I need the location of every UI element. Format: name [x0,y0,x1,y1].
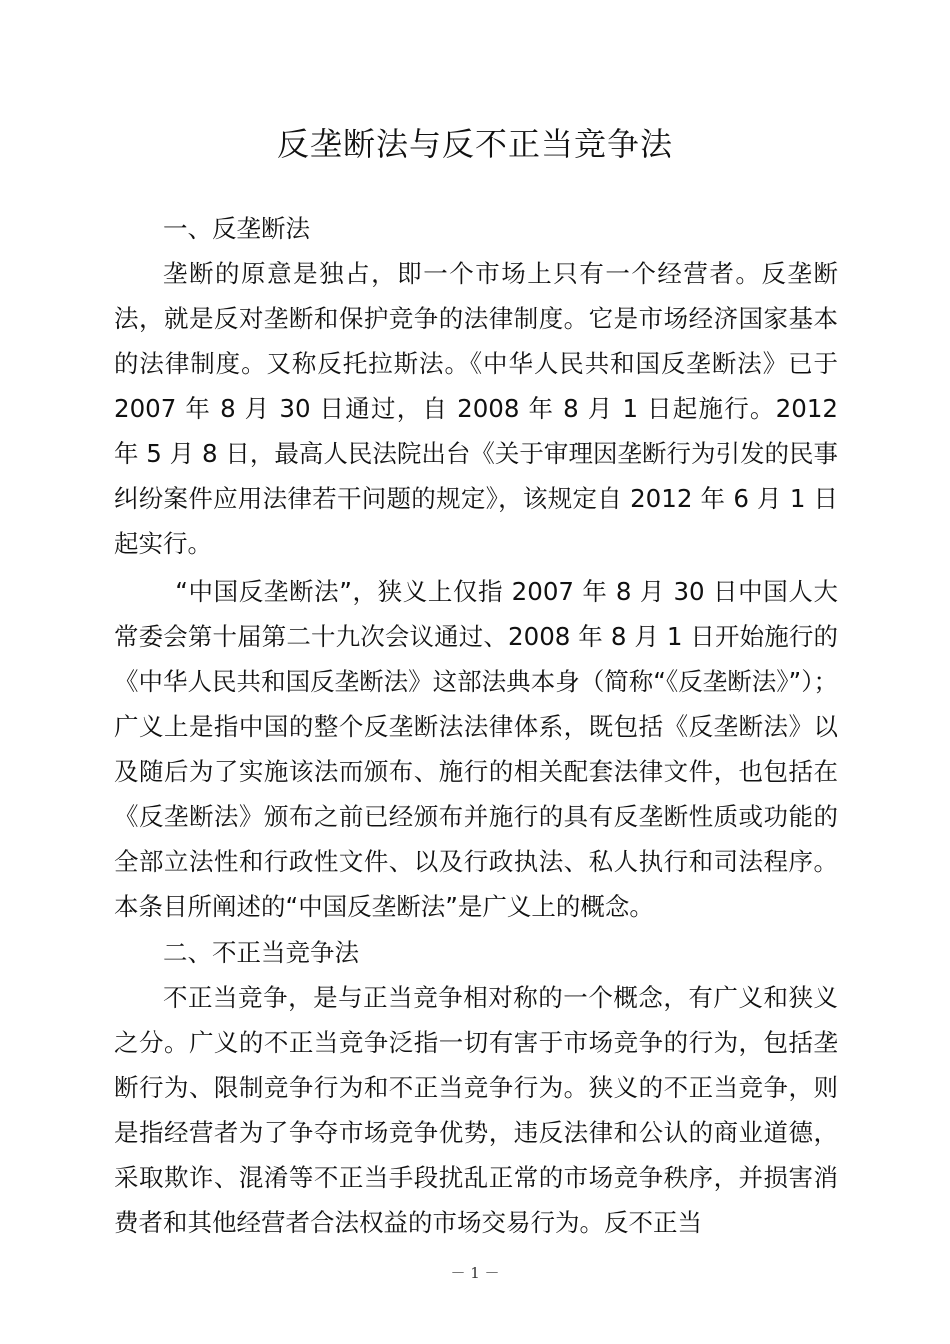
paragraph-china-antimonopoly-law: “中国反垄断法”，狭义上仅指 2007 年 8 月 30 日中国人大常委会第十届第二十九次会议通过、2008 年 8 月 1 日开始施行的《中华人民共和国反垄断法》这部法典本身（简称“《反垄断法》”）；广义上是指中国的整个反垄断法法律体系，既包括《反垄断法》以及随后为了实施该法而颁布、施行的相关配套法律文件，也包括在《反垄断法》颁布之前已经颁布并施行的具有反垄断性质或功能的全部立法性和行政性文件、以及行政执法、私人执行和司法程序。本条目所阐述的“中国反垄断法”是广义上的概念。 [114,577,838,921]
section-heading-unfair-competition: 二、不正当竞争法 [163,938,359,967]
document-title: 反垄断法与反不正当竞争法 [276,125,673,163]
paragraph-unfair-competition-definition: 不正当竞争，是与正当竞争相对称的一个概念，有广义和狭义之分。广义的不正当竞争泛指一切有害于市场竞争的行为，包括垄断行为、限制竞争行为和不正当竞争行为。狭义的不正当竞争，则是指经营者为了争夺市场竞争优势，违反法律和公认的商业道德，采取欺诈、混淆等不正当手段扰乱正常的市场竞争秩序，并损害消费者和其他经营者合法权益的市场交易行为。反不正当 [114,983,838,1237]
paragraph-monopoly-definition: 垄断的原意是独占，即一个市场上只有一个经营者。反垄断法，就是反对垄断和保护竞争的法律制度。它是市场经济国家基本的法律制度。又称反托拉斯法。《中华人民共和国反垄断法》已于 2007 年 8 月 30 日通过，自 2008 年 8 月 1 日起施行。2012 年 5 月 8 日，最高人民法院出台《关于审理因垄断行为引发的民事纠纷案件应用法律若干问题的规定》，该规定自 2012 年 6 月 1 日起实行。 [114,259,838,558]
document-body [114,206,838,1245]
section-heading-antimonopoly: 一、反垄断法 [163,214,310,243]
page-number: － 1 － [450,1264,500,1282]
